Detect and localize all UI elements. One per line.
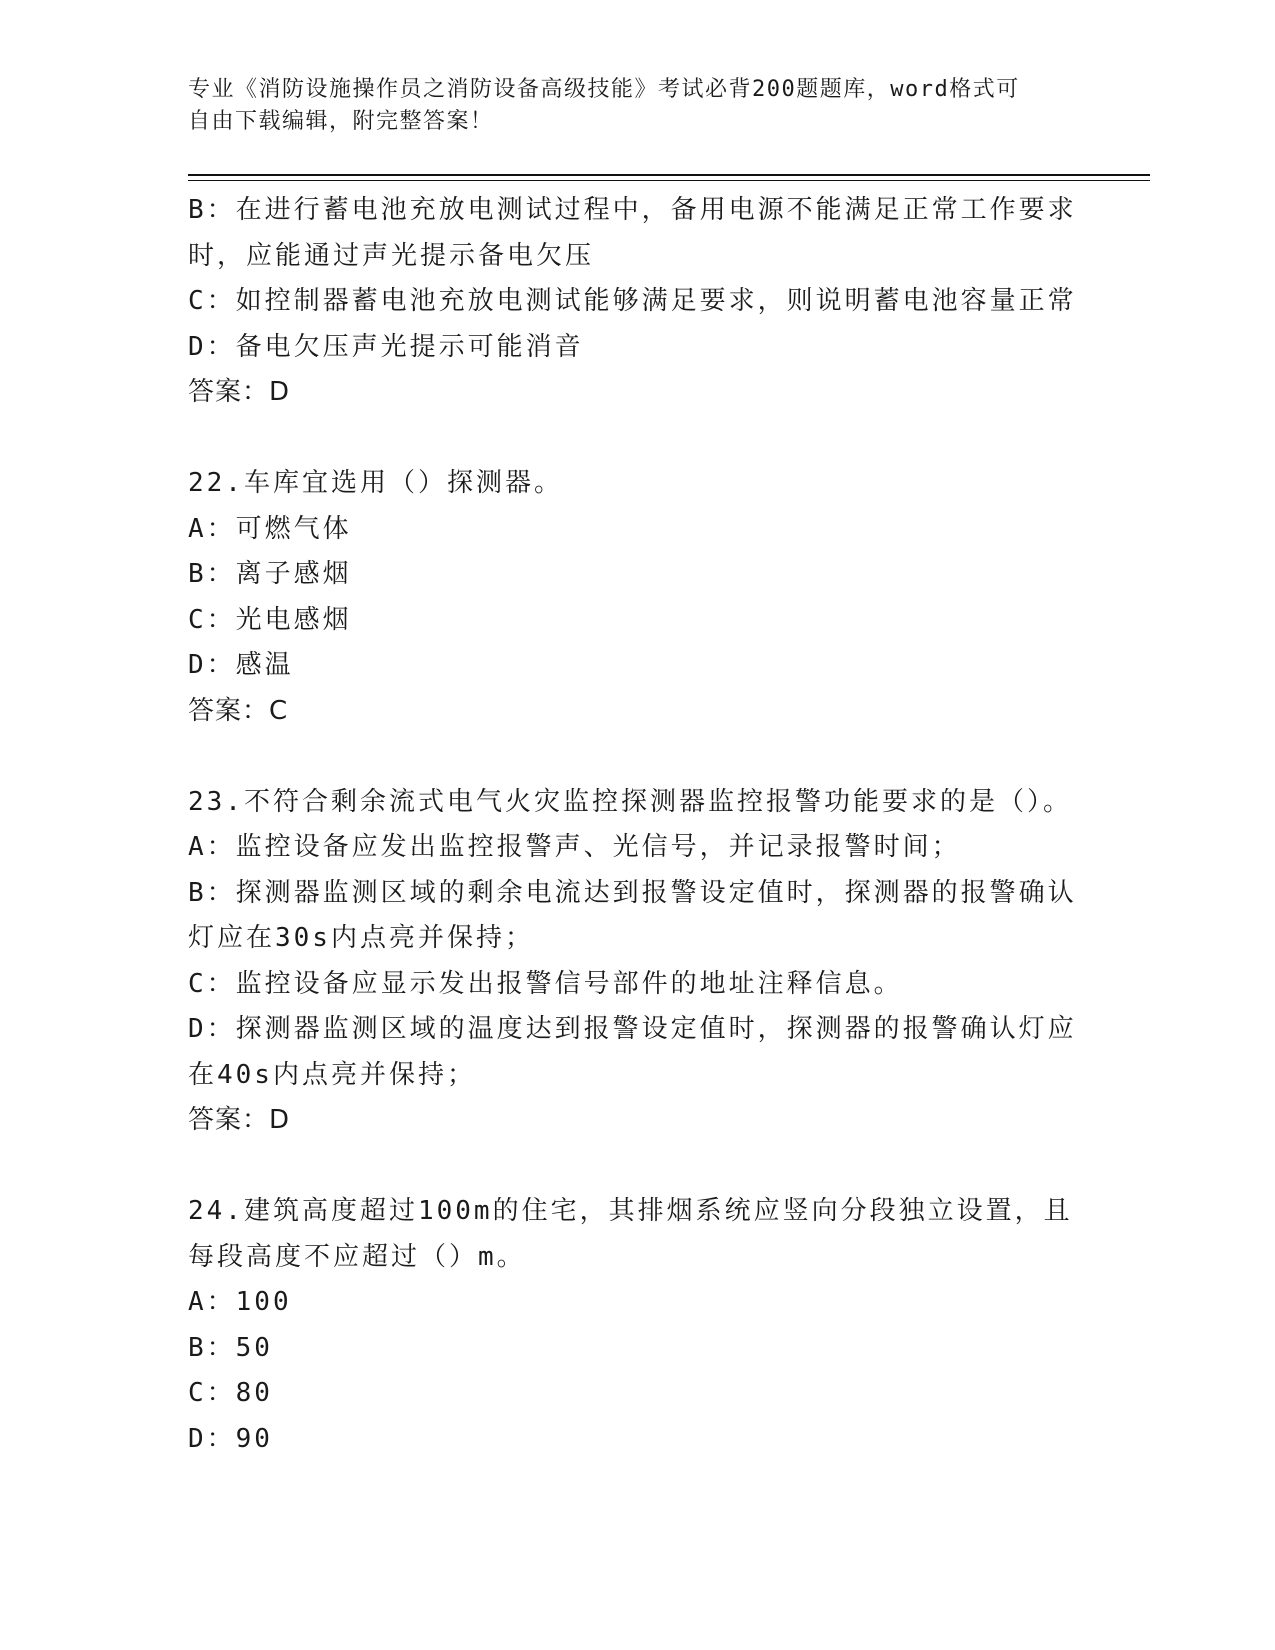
header-line-1: 专业《消防设施操作员之消防设备高级技能》考试必背200题题库，word格式可 (188, 77, 1020, 102)
header-divider-thin (188, 180, 1150, 181)
header-divider-thick (188, 174, 1150, 176)
option-d: D：90 (188, 1423, 273, 1454)
option-d-line-1: D：探测器监测区域的温度达到报警设定值时，探测器的报警确认灯应 (188, 1014, 1077, 1044)
option-c: C：监控设备应显示发出报警信号部件的地址注释信息。 (188, 968, 903, 999)
option-a: A：可燃气体 (188, 513, 352, 544)
question-23 (188, 780, 1088, 1144)
document-header (188, 74, 1088, 138)
option-b-line-2: 灯应在30s内点亮并保持； (188, 923, 534, 953)
answer: 答案：D (188, 1105, 291, 1135)
option-b: B：离子感烟 (188, 559, 352, 589)
option-b-line-1: B：探测器监测区域的剩余电流达到报警设定值时，探测器的报警确认 (188, 877, 1077, 908)
option-c: C：80 (188, 1378, 273, 1408)
spacer (188, 1144, 1088, 1190)
question-22 (188, 461, 1088, 734)
question-24 (188, 1189, 1088, 1462)
option-c: C：如控制器蓄电池充放电测试能够满足要求，则说明蓄电池容量正常 (188, 286, 1077, 316)
option-b-line-2: 时，应能通过声光提示备电欠压 (188, 240, 595, 271)
option-a: A：监控设备应发出监控报警声、光信号，并记录报警时间； (188, 832, 961, 862)
question-stem: 22.车库宜选用（）探测器。 (188, 468, 563, 498)
option-d-line-2: 在40s内点亮并保持； (188, 1059, 476, 1090)
option-d: D：备电欠压声光提示可能消音 (188, 331, 584, 362)
question-stem-line-1: 24.建筑高度超过100m的住宅，其排烟系统应竖向分段独立设置，且 (188, 1196, 1073, 1226)
answer: 答案：C (188, 695, 289, 726)
option-b-line-1: B：在进行蓄电池充放电测试过程中，备用电源不能满足正常工作要求 (188, 195, 1077, 225)
spacer (188, 734, 1088, 780)
document-body (188, 188, 1088, 1462)
option-b: B：50 (188, 1332, 273, 1363)
option-c: C：光电感烟 (188, 604, 352, 635)
answer: 答案：D (188, 377, 291, 407)
option-d: D：感温 (188, 650, 294, 680)
spacer (188, 416, 1088, 462)
option-a: A：100 (188, 1287, 292, 1317)
question-21-tail (188, 188, 1088, 416)
question-stem-line-2: 每段高度不应超过（）m。 (188, 1241, 526, 1272)
header-line-2: 自由下载编辑，附完整答案！ (188, 109, 494, 134)
question-stem: 23.不符合剩余流式电气火灾监控探测器监控报警功能要求的是（）。 (188, 786, 1072, 817)
